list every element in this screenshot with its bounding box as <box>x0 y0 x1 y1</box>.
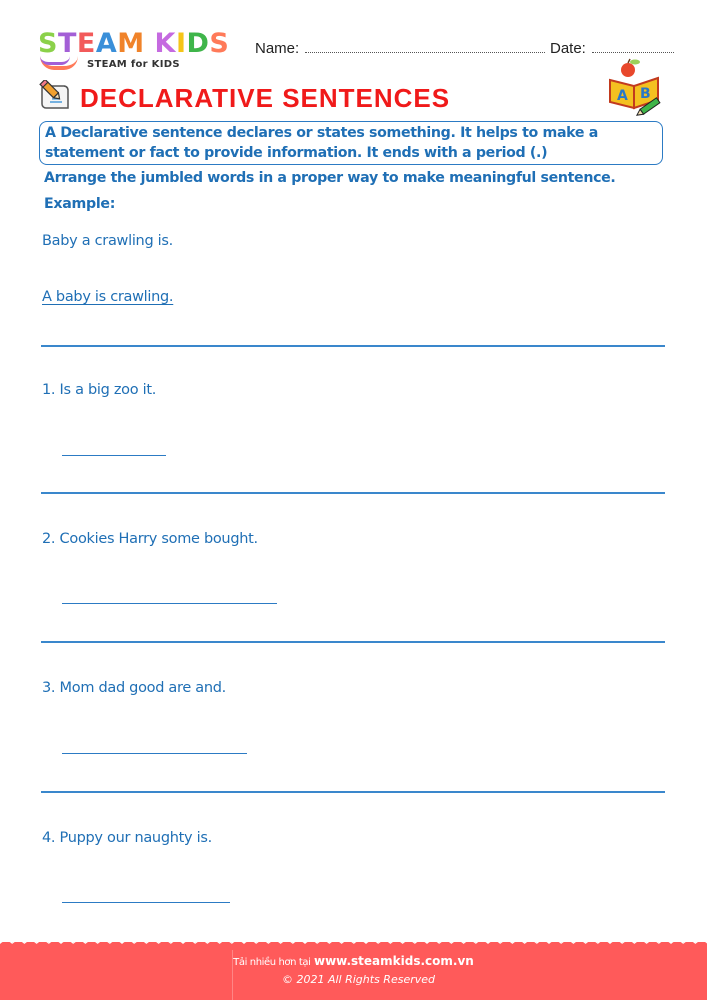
section-divider <box>41 492 665 494</box>
question-4-text: 4. Puppy our naughty is. <box>42 830 212 846</box>
logo-letter: A <box>95 28 118 59</box>
footer-download-line <box>0 954 707 968</box>
definition-line-2: statement or fact to provide information. It ends with a period (.) <box>45 145 548 161</box>
question-1-answer-blank[interactable] <box>62 455 166 456</box>
date-input-line[interactable] <box>592 41 674 53</box>
question-1-text: 1. Is a big zoo it. <box>42 382 157 398</box>
logo-letter: S <box>209 28 230 59</box>
logo-letter: S <box>38 28 58 59</box>
logo-letter: D <box>186 28 210 59</box>
footer-download-prefix: Tải nhiều hơn tại <box>233 957 311 968</box>
question-2-text: 2. Cookies Harry some bought. <box>42 531 258 547</box>
question-4-answer-blank[interactable] <box>62 902 230 903</box>
logo-smile-accent-icon <box>40 56 70 65</box>
svg-text:A: A <box>617 88 628 104</box>
logo-letter: K <box>154 28 176 59</box>
name-field[interactable] <box>255 40 545 57</box>
footer-website-link[interactable]: www.steamkids.com.vn <box>313 954 474 968</box>
pencil-paper-icon <box>38 80 72 114</box>
definition-line-1: A Declarative sentence declares or states something. It helps to make a <box>45 125 598 141</box>
logo-letter: E <box>76 28 96 59</box>
page-title: DECLARATIVE SENTENCES <box>80 83 451 113</box>
example-jumbled: Baby a crawling is. <box>42 233 173 249</box>
steam-kids-logo <box>38 30 238 72</box>
example-label: Example: <box>44 196 116 212</box>
name-input-line[interactable] <box>305 41 545 53</box>
question-3-answer-blank[interactable] <box>62 753 247 754</box>
section-divider <box>41 791 665 793</box>
logo-letter: M <box>117 28 145 59</box>
section-divider <box>41 345 665 347</box>
instruction-text: Arrange the jumbled words in a proper way to make meaningful sentence. <box>44 170 616 186</box>
footer-copyright: © 2021 All Rights Reserved <box>281 973 435 986</box>
date-label: Date: <box>550 40 586 57</box>
scallop-border-icon <box>0 942 707 950</box>
example-answer: A baby is crawling. <box>42 289 174 305</box>
name-label: Name: <box>255 40 300 57</box>
svg-text:B: B <box>640 86 651 102</box>
question-2-answer-blank[interactable] <box>62 603 277 604</box>
date-field[interactable] <box>550 40 674 57</box>
logo-subtitle: STEAM for KIDS <box>87 59 180 70</box>
logo-letter: T <box>57 28 77 59</box>
footer-banner <box>0 942 707 1000</box>
question-3-text: 3. Mom dad good are and. <box>42 680 226 696</box>
logo-letter: I <box>175 28 187 59</box>
logo-title <box>38 30 229 58</box>
section-divider <box>41 641 665 643</box>
definition-box <box>39 121 663 165</box>
abc-book-icon <box>604 58 666 116</box>
logo-letter <box>145 30 155 58</box>
